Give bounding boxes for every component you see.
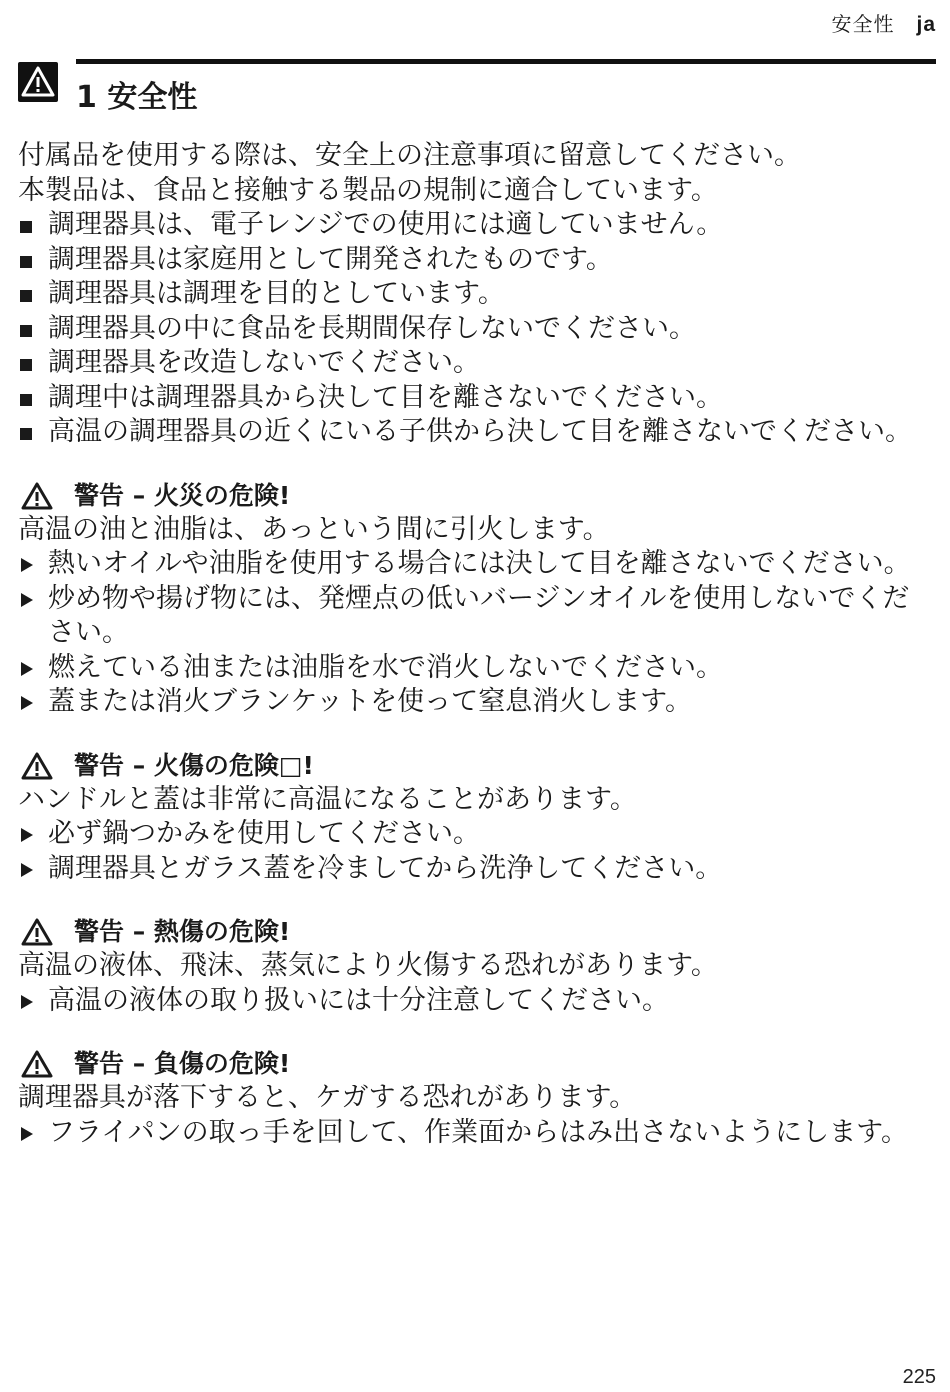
step-item: 高温の液体の取り扱いには十分注意してください。 — [18, 984, 930, 1019]
warning-heading-text: 警告 – 火災の危険! — [74, 480, 291, 510]
intro-bullet-list — [18, 208, 930, 450]
warning-triangle-icon — [20, 751, 54, 781]
warning-heading — [18, 915, 930, 949]
intro-line: 本製品は、食品と接触する製品の規制に適合しています。 — [18, 174, 718, 206]
warning-heading — [18, 1047, 930, 1081]
warning-heading-text: 警告 – 負傷の危険! — [74, 1049, 291, 1078]
running-header — [831, 8, 936, 37]
intro-section — [18, 139, 930, 450]
warning-triangle-icon — [20, 481, 54, 511]
bullet-item: 調理中は調理器具から決して目を離さないでください。 — [18, 381, 930, 416]
step-list — [18, 547, 930, 720]
warning-text: 高温の油と油脂は、あっという間に引火します。 — [18, 513, 610, 545]
bullet-item: 調理器具を改造しないでください。 — [18, 346, 930, 381]
warning-injury — [18, 1047, 930, 1150]
bullet-item: 調理器具の中に食品を長期間保存しないでください。 — [18, 312, 930, 347]
warning-scald — [18, 915, 930, 1018]
bullet-item: 調理器具は調理を目的としています。 — [18, 277, 930, 312]
warning-heading — [18, 749, 930, 783]
page-number: 225 — [902, 1366, 936, 1388]
step-item: 燃えている油または油脂を水で消火しないでください。 — [18, 651, 930, 686]
header-section-title: 安全性 — [831, 12, 895, 36]
warning-triangle-icon — [20, 917, 54, 947]
intro-line: 付属品を使用する際は、安全上の注意事項に留意してください。 — [18, 140, 801, 171]
bullet-item: 高温の調理器具の近くにいる子供から決して目を離さないでください。 — [18, 415, 930, 450]
warning-box-icon — [18, 62, 58, 102]
step-list — [18, 817, 930, 886]
step-list — [18, 1116, 930, 1151]
warning-heading-text: 警告 – 熱傷の危険! — [74, 917, 291, 946]
step-item: 熱いオイルや油脂を使用する場合には決して目を離さないでください。 — [18, 547, 930, 582]
step-item: フライパンの取っ手を回して、作業面からはみ出さないようにします。 — [18, 1116, 930, 1151]
header-language-code: ja — [916, 13, 936, 36]
page-body — [18, 139, 930, 1150]
step-item: 調理器具とガラス蓋を冷ましてから洗浄してください。 — [18, 852, 930, 887]
warning-text: ハンドルと蓋は非常に高温になることがあります。 — [18, 783, 637, 815]
warning-heading — [18, 479, 930, 513]
bullet-item: 調理器具は家庭用として開発されたものです。 — [18, 243, 930, 278]
bullet-item: 調理器具は、電子レンジでの使用には適していません。 — [18, 208, 930, 243]
step-item: 炒め物や揚げ物には、発煙点の低いバージンオイルを使用しないでください。 — [18, 582, 930, 651]
step-item: 蓋または消火ブランケットを使って窒息消火します。 — [18, 685, 930, 720]
warning-burn — [18, 749, 930, 887]
warning-text: 高温の液体、飛沫、蒸気により火傷する恐れがあります。 — [18, 950, 718, 981]
warning-text: 調理器具が落下すると、ケガする恐れがあります。 — [18, 1082, 637, 1113]
step-item: 必ず鍋つかみを使用してください。 — [18, 817, 930, 852]
step-list — [18, 984, 930, 1019]
chapter-title — [76, 72, 197, 116]
warning-heading-text: 警告 – 火傷の危険□! — [74, 750, 314, 780]
chapter-number: 1 — [76, 80, 97, 115]
header-rule — [76, 59, 936, 64]
warning-fire — [18, 479, 930, 720]
chapter-title-text: 安全性 — [107, 80, 198, 115]
warning-triangle-icon — [20, 1049, 54, 1079]
